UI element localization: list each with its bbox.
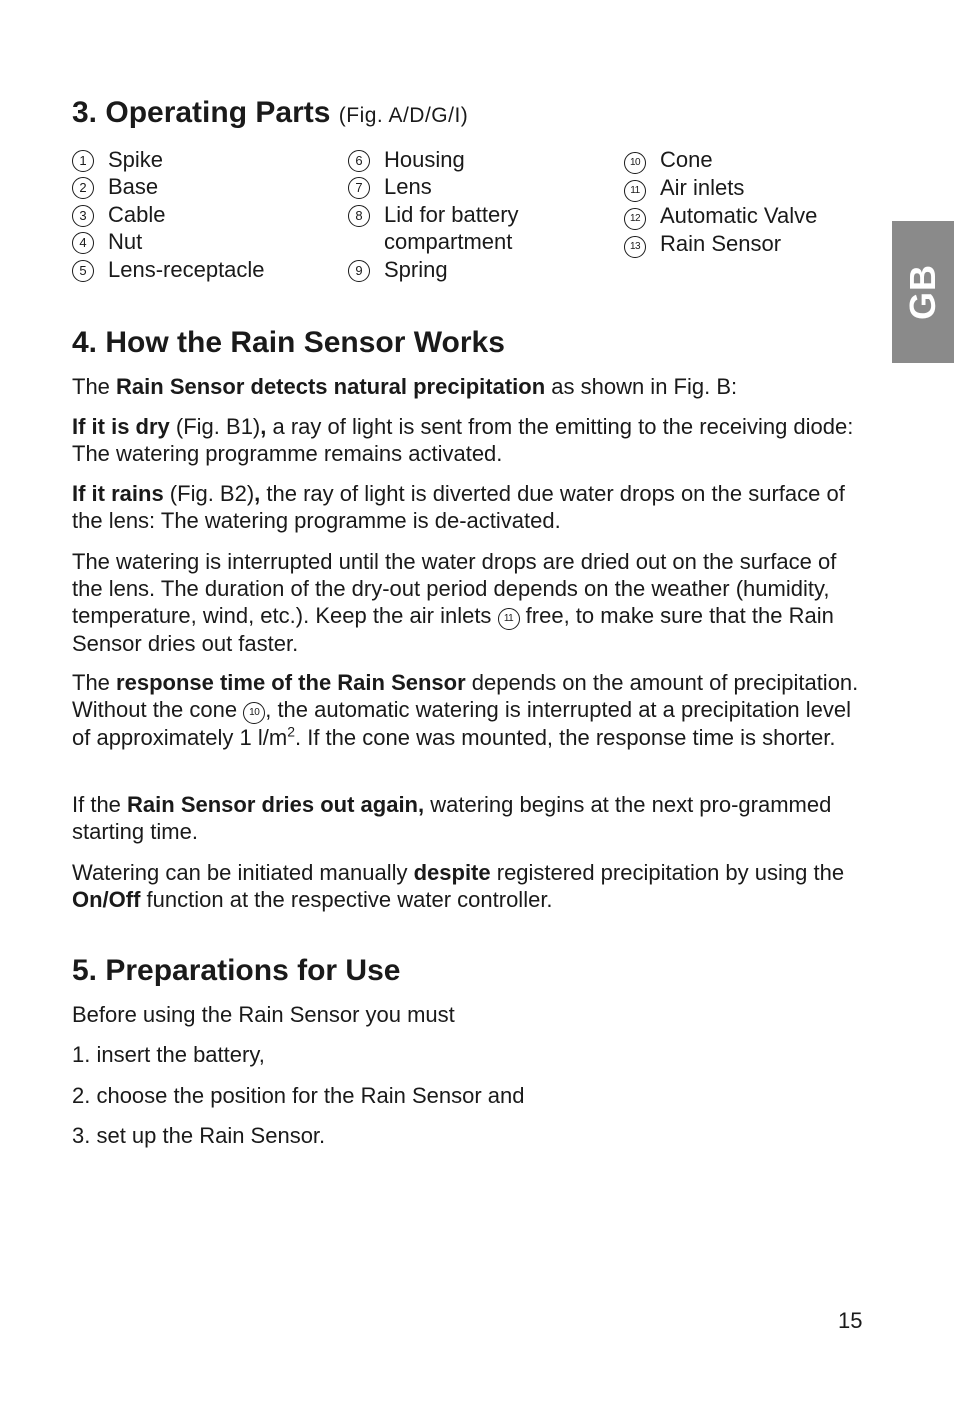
part-number: 7 [348, 177, 370, 199]
paragraph-if-dry: If it is dry (Fig. B1), a ray of light is sent from the emitting to the receiving diode: The watering programme remains activated. [72, 414, 854, 467]
part-item [348, 256, 519, 283]
language-tab [892, 221, 954, 363]
paragraph-interrupted: The watering is interrupted until the water drops are dried out on the surface of the lens. The duration of the dry-out period depends on the weather (humidity, temperature, wind, etc.). Keep the air inlets 11 free, to make sure that the Rain Sensor dries out faster. [72, 549, 837, 657]
part-label: Lens-receptacle [108, 256, 265, 282]
part-label: Nut [108, 229, 143, 255]
section-5-heading: 5. Preparations for Use [72, 954, 401, 987]
part-label: Lens [384, 174, 432, 200]
paragraph-response-time: The response time of the Rain Sensor depends on the amount of precipitation. Without the cone 10 , the automatic watering is interrupted at a precipitation level of approximately 1 $l/m^2$. If the cone was mounted, the response time is shorter. [72, 670, 859, 751]
part-item [348, 201, 519, 228]
preparation-step-1: 1. insert the battery, [72, 1042, 265, 1067]
part-item [72, 201, 265, 228]
part-item [72, 173, 265, 200]
ref-air-inlets: 11 [498, 608, 520, 630]
part-number: 2 [72, 177, 94, 199]
parts-column-3 [624, 146, 817, 258]
paragraph-manual: Watering can be initiated manually despite registered precipitation by using the On/Off function at the respective water controller. [72, 860, 845, 913]
part-item [624, 202, 817, 230]
part-number: 13 [624, 236, 646, 258]
part-number: 5 [72, 260, 94, 282]
part-number: 6 [348, 150, 370, 172]
part-label: Rain Sensor [660, 231, 782, 256]
part-label: compartment [384, 229, 513, 255]
preparation-step-3: 3. set up the Rain Sensor. [72, 1123, 326, 1148]
part-label: Cone [660, 147, 713, 172]
part-number: 12 [624, 208, 646, 230]
part-item [72, 146, 265, 173]
part-number: 11 [624, 180, 646, 202]
page-number: 15 [838, 1308, 863, 1333]
part-label: Spring [384, 256, 448, 282]
part-label: Lid for battery [384, 201, 519, 227]
paragraph-dries-out: If the Rain Sensor dries out again, watering begins at the next pro-grammed starting time. [72, 792, 832, 845]
part-number: 4 [72, 232, 94, 254]
section-4-heading: 4. How the Rain Sensor Works [72, 326, 505, 359]
section-3-title: 3. Operating Parts [72, 96, 331, 129]
part-item [72, 256, 265, 283]
part-item-continuation [348, 228, 519, 255]
preparations-intro: Before using the Rain Sensor you must [72, 1002, 455, 1027]
part-number: 9 [348, 260, 370, 282]
part-label: Air inlets [660, 175, 745, 200]
part-number: 3 [72, 205, 94, 227]
part-number: 1 [72, 150, 94, 172]
part-label: Cable [108, 201, 166, 227]
part-label: Automatic Valve [660, 203, 818, 228]
part-item [624, 230, 817, 258]
language-tab-label: GB [902, 264, 943, 320]
part-label: Base [108, 174, 159, 200]
section-3-heading [72, 95, 468, 134]
parts-column-1 [72, 146, 265, 283]
part-item [348, 146, 519, 173]
ref-cone: 10 [243, 702, 265, 724]
part-label: Spike [108, 147, 164, 172]
part-label: Housing [384, 147, 465, 172]
part-number: 10 [624, 152, 646, 174]
part-item [624, 174, 817, 202]
part-item [624, 146, 817, 174]
part-number: 8 [348, 205, 370, 227]
parts-column-2 [348, 146, 519, 283]
paragraph-detects: The Rain Sensor detects natural precipitation as shown in Fig. B: [72, 374, 738, 399]
section-3-figref: (Fig. A/D/G/I) [338, 104, 469, 127]
preparation-step-2: 2. choose the position for the Rain Sensor and [72, 1083, 525, 1108]
part-item [348, 173, 519, 200]
part-item [72, 228, 265, 255]
paragraph-if-rains: If it rains (Fig. B2), the ray of light is diverted due water drops on the surface of the lens: The watering programme is de-activated. [72, 481, 845, 534]
